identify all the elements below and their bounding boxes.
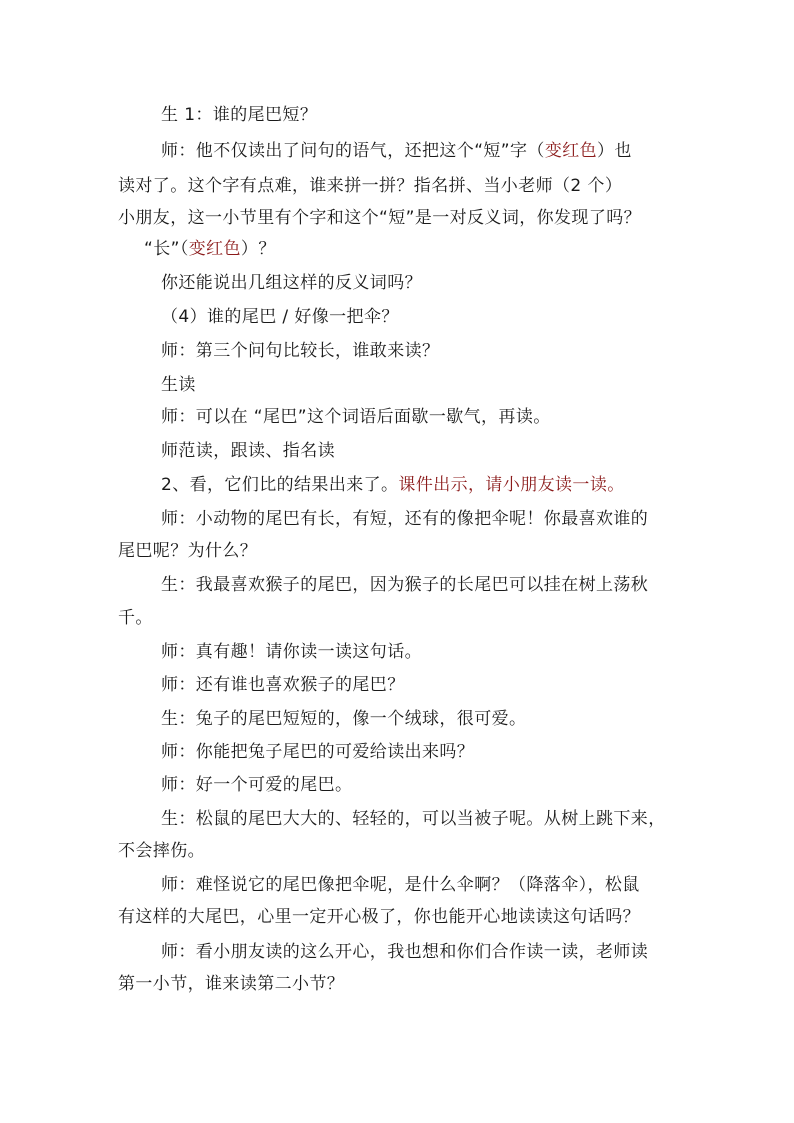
text-line: 师：你能把兔子尾巴的可爱给读出来吗？ xyxy=(161,742,475,762)
text-line: 不会摔伤。 xyxy=(118,841,205,861)
text-segment: ）也 xyxy=(597,141,632,161)
text-line: 师：难怪说它的尾巴像把伞呢，是什么伞啊？（降落伞），松鼠 xyxy=(161,875,640,895)
text-line: 生：我最喜欢猴子的尾巴，因为猴子的长尾巴可以挂在树上荡秋 xyxy=(161,575,649,595)
text-line: 你还能说出几组这样的反义词吗？ xyxy=(161,273,422,293)
text-line: 千。 xyxy=(118,608,153,628)
text-line: 师范读，跟读、指名读 xyxy=(161,441,335,461)
text-line: 师：第三个问句比较长，谁敢来读？ xyxy=(161,341,440,361)
text-line: 师：真有趣！请你读一读这句话。 xyxy=(161,642,422,662)
text-line: 小朋友，这一小节里有个字和这个“短”是一对反义词，你发现了吗？ xyxy=(118,208,642,228)
highlighted-text: 课件出示，请小朋友读一读。 xyxy=(398,475,625,495)
text-line: 生 1：谁的尾巴短？ xyxy=(161,105,318,125)
text-segment: 师：他不仅读出了问句的语气，还把这个“短”字（ xyxy=(161,141,545,161)
text-segment: 2、看，它们比的结果出来了。 xyxy=(161,475,399,495)
text-line: 师：小动物的尾巴有长，有短，还有的像把伞呢！你最喜欢谁的 xyxy=(161,509,649,529)
text-line: 生：松鼠的尾巴大大的、轻轻的，可以当被子呢。从树上跳下来， xyxy=(161,809,666,829)
text-line xyxy=(161,140,632,162)
text-line: 第一小节，谁来读第二小节？ xyxy=(118,974,345,994)
highlighted-text: 变红色 xyxy=(188,239,241,259)
text-segment: ）？ xyxy=(240,239,276,259)
text-line: 有这样的大尾巴，心里一定开心极了，你也能开心地读读这句话吗？ xyxy=(118,907,640,927)
text-line: 师：看小朋友读的这么开心，我也想和你们合作读一读，老师读 xyxy=(161,942,649,962)
text-line: 师：可以在 “尾巴”这个词语后面歇一歇气，再读。 xyxy=(161,407,551,427)
text-line xyxy=(144,238,276,260)
text-line: 师：好一个可爱的尾巴。 xyxy=(161,775,353,795)
text-line: 读对了。这个字有点难，谁来拼一拼？指名拼、当小老师（2 个） xyxy=(118,176,623,196)
text-line: 生：兔子的尾巴短短的，像一个绒球，很可爱。 xyxy=(161,709,527,729)
text-line: （4）谁的尾巴 / 好像一把伞？ xyxy=(161,307,399,327)
text-segment: “长”（ xyxy=(144,239,189,259)
text-line: 师：还有谁也喜欢猴子的尾巴？ xyxy=(161,675,405,695)
highlighted-text: 变红色 xyxy=(544,141,598,161)
text-line: 尾巴呢？为什么？ xyxy=(118,541,258,561)
text-line: 生读 xyxy=(161,375,196,395)
text-line xyxy=(161,474,625,496)
